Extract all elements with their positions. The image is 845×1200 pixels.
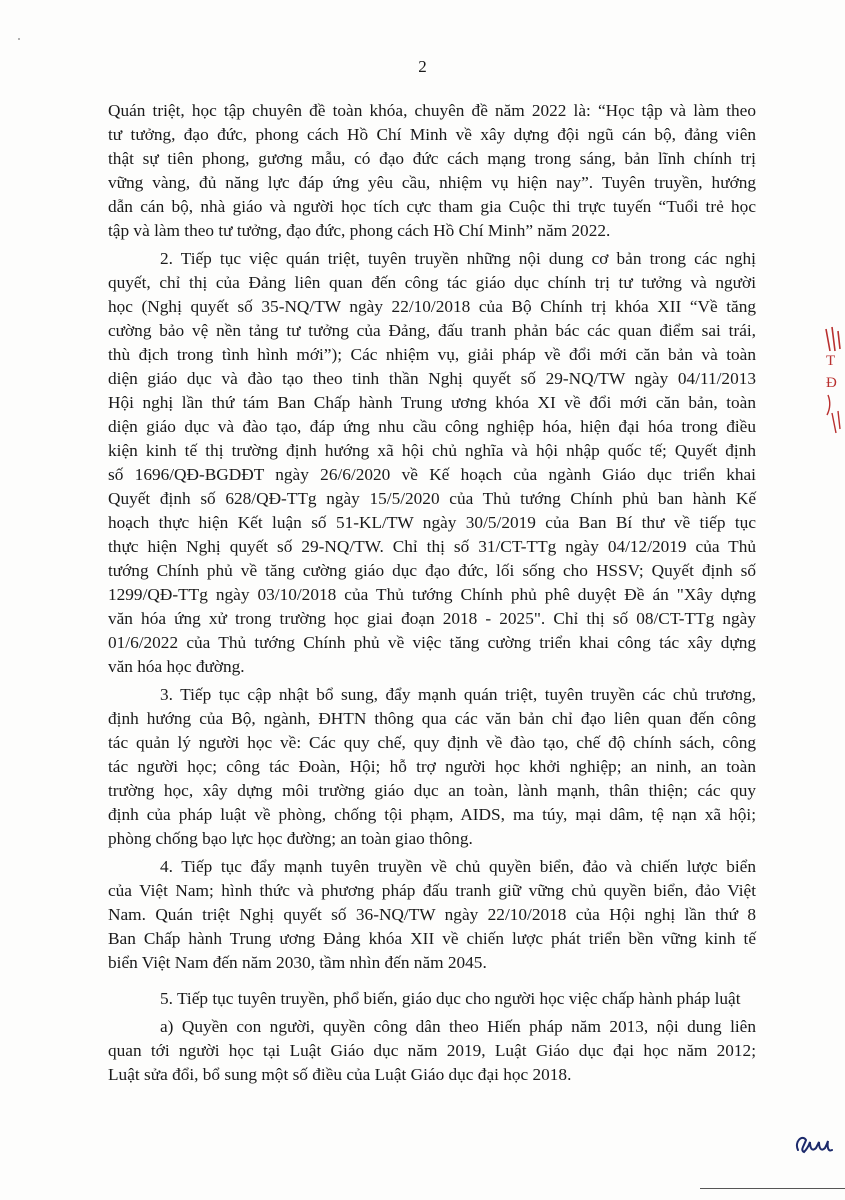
- text-line: Luật sửa đổi, bổ sung một số điều của Luật Giáo dục đại học 2018.: [108, 1065, 572, 1084]
- text-line: thực hiện Nghị quyết số 29-NQ/TW. Chỉ thị số 31/CT-TTg ngày 04/12/2019 của Thủ: [108, 537, 756, 556]
- text-line: học (Nghị quyết số 35-NQ/TW ngày 22/10/2018 của Bộ Chính trị khóa XII “Về tăng: [108, 297, 756, 316]
- text-line: Nam. Quán triệt Nghị quyết số 36-NQ/TW ngày 22/10/2018 của Hội nghị lần thứ 8: [108, 905, 756, 924]
- text-line: tác quản lý người học về: Các quy chế, quy định về đào tạo, chế độ chính sách, công: [108, 733, 756, 752]
- text-line: tập và làm theo tư tưởng, đạo đức, phong cách Hồ Chí Minh” năm 2022.: [108, 221, 611, 240]
- text-line: diện giáo dục và đào tạo theo tinh thần Nghị quyết số 29-NQ/TW ngày 04/11/2013: [108, 369, 756, 388]
- text-line: dẫn cán bộ, nhà giáo và người học tích cực tham gia Cuộc thi trực tuyến “Tuổi trẻ học: [108, 197, 756, 216]
- text-line: 3. Tiếp tục cập nhật bổ sung, đẩy mạnh quán triệt, tuyên truyền các chủ trương,: [160, 685, 756, 704]
- text-line: tác người học; công tác Đoàn, Hội; hỗ trợ người học khởi nghiệp; an ninh, an toàn: [108, 757, 756, 776]
- page-number: 2: [418, 57, 427, 76]
- text-line: 2. Tiếp tục việc quán triệt, tuyên truyền những nội dung cơ bản trong các nghị: [160, 249, 756, 268]
- footer-rule: [700, 1188, 845, 1189]
- text-line: thật sự tiên phong, gương mẫu, có đạo đức cách mạng trong sáng, bản lĩnh chính trị: [108, 149, 756, 168]
- text-line: của Việt Nam; hình thức và phương pháp đấu tranh giữ vững chủ quyền biển, đảo Việt: [108, 881, 756, 900]
- text-line: văn hóa ứng xử trong trường học giai đoạn 2018 - 2025". Chỉ thị số 08/CT-TTg ngày: [108, 609, 756, 628]
- text-line: văn hóa học đường.: [108, 657, 245, 676]
- text-line: vững vàng, đủ năng lực đáp ứng yêu cầu, nhiệm vụ hiện nay”. Tuyên truyền, hướng: [108, 173, 756, 192]
- text-line: tướng Chính phủ về tăng cường giáo dục đạo đức, lối sống cho HSSV; Quyết định số: [108, 561, 756, 580]
- text-line: trường học, xây dựng môi trường giáo dục an toàn, lành mạnh, thân thiện; các quy: [108, 781, 756, 800]
- text-line: thù địch trong tình hình mới”); Các nhiệm vụ, giải pháp về đổi mới căn bản và toàn: [108, 345, 756, 364]
- text-line: a) Quyền con người, quyền công dân theo Hiến pháp năm 2013, nội dung liên: [160, 1017, 756, 1036]
- text-line: Hội nghị lần thứ tám Ban Chấp hành Trung ương khóa XI về đổi mới căn bản, toàn: [108, 393, 756, 412]
- stamp-letter-t: T: [826, 353, 836, 369]
- scan-speck: [18, 38, 20, 40]
- text-line: quyết, chỉ thị của Đảng liên quan đến công tác giáo dục chính trị tư tưởng và người: [108, 273, 756, 292]
- text-line: kiện kinh tế thị trường định hướng xã hội chủ nghĩa và hội nhập quốc tế; Quyết định: [108, 441, 756, 460]
- text-line: Quyết định số 628/QĐ-TTg ngày 15/5/2020 của Thủ tướng Chính phủ ban hành Kế: [108, 489, 756, 508]
- text-line: 1299/QĐ-TTg ngày 03/10/2018 của Thủ tướng Chính phủ phê duyệt Đề án "Xây dựng: [108, 585, 756, 604]
- text-line: 4. Tiếp tục đẩy mạnh tuyên truyền về chủ quyền biển, đảo và chiến lược biển: [160, 857, 756, 876]
- text-line: hoạch thực hiện Kết luận số 51-KL/TW ngày 30/5/2019 của Ban Bí thư về tiếp tục: [108, 513, 756, 532]
- text-line: Quán triệt, học tập chuyên đề toàn khóa, chuyên đề năm 2022 là: “Học tập và làm theo: [108, 101, 756, 120]
- margin-stamp-fragment: [818, 325, 844, 435]
- text-line: định của pháp luật về phòng, chống tội phạm, AIDS, ma túy, mại dâm, tệ nạn xã hội;: [108, 805, 756, 824]
- text-line: số 1696/QĐ-BGDĐT ngày 26/6/2020 về Kế hoạch của ngành Giáo dục triển khai: [108, 465, 756, 484]
- text-line: quan tới người học tại Luật Giáo dục năm 2019, Luật Giáo dục đại học năm 2012;: [108, 1041, 756, 1060]
- text-line: cường bảo vệ nền tảng tư tưởng của Đảng, đấu tranh phản bác các quan điểm sai trái,: [108, 321, 756, 340]
- text-line: Ban Chấp hành Trung ương Đảng khóa XII về chiến lược phát triển bền vững kinh tế: [108, 929, 756, 948]
- text-line: 01/6/2022 của Thủ tướng Chính phủ về việc tăng cường triển khai công tác xây dựng: [108, 633, 756, 652]
- text-line: định hướng của Bộ, ngành, ĐHTN thông qua các văn bản chỉ đạo liên quan đến công: [108, 709, 756, 728]
- text-line: 5. Tiếp tục tuyên truyền, phổ biến, giáo dục cho người học việc chấp hành pháp luật: [160, 989, 741, 1008]
- text-line: diện giáo dục và đào tạo, đáp ứng nhu cầu công nghiệp hóa, hiện đại hóa trong điều: [108, 417, 756, 436]
- text-line: phòng chống bạo lực học đường; an toàn giao thông.: [108, 829, 473, 848]
- stamp-letter-d: Đ: [826, 375, 837, 391]
- handwritten-initial: [792, 1128, 834, 1158]
- text-line: biển Việt Nam đến năm 2030, tầm nhìn đến năm 2045.: [108, 953, 487, 972]
- text-line: tư tưởng, đạo đức, phong cách Hồ Chí Minh về xây dựng đội ngũ cán bộ, đảng viên: [108, 125, 756, 144]
